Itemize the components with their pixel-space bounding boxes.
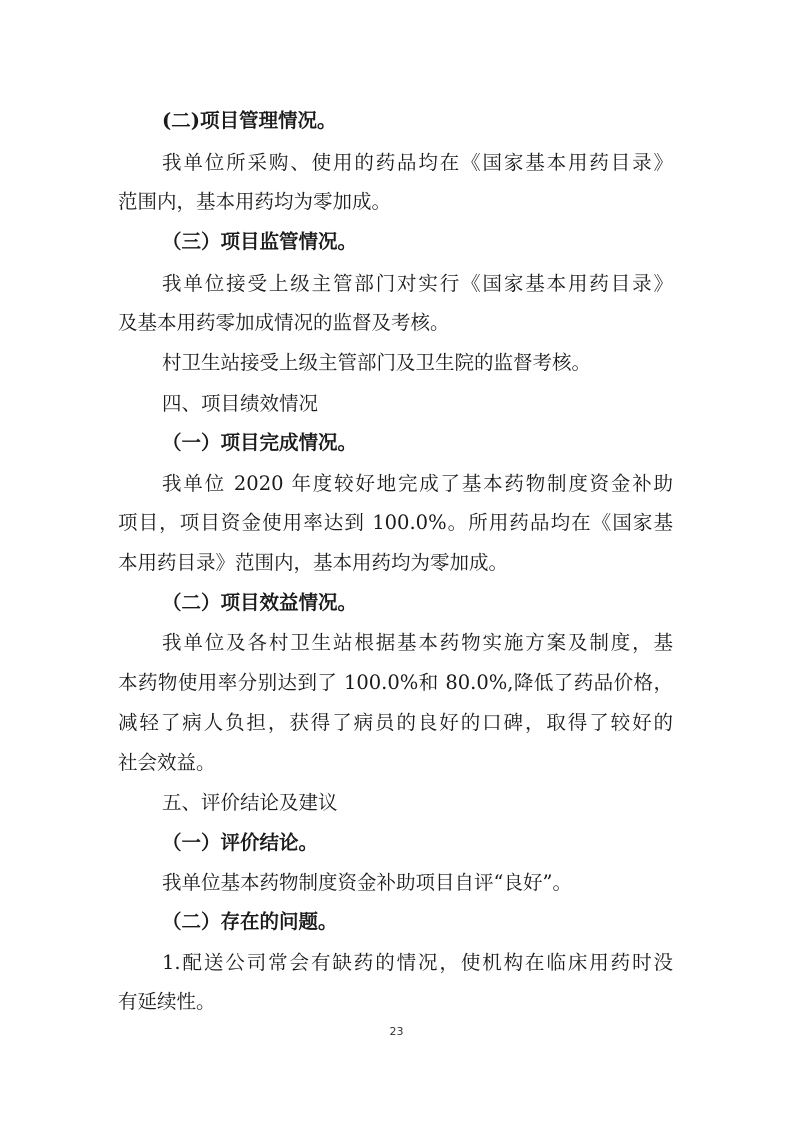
paragraph-line: 本用药目录》范围内，基本用药均为零加成。 [118,551,509,574]
section-heading-project-management: (二)项目管理情况。 [162,109,337,132]
paragraph-line: 范围内，基本用药均为零加成。 [118,190,392,213]
paragraph-line: 有延续性。 [118,990,216,1013]
paragraph-line: 我单位所采购、使用的药品均在《国家基本用药目录》 [162,151,673,174]
section-title-performance: 四、项目绩效情况 [162,392,319,415]
section-title-evaluation: 五、评价结论及建议 [162,791,338,814]
paragraph-line: 我单位接受上级主管部门对实行《国家基本用药目录》 [162,272,673,295]
paragraph-line: 我单位及各村卫生站根据基本药物实施方案及制度，基 [162,631,673,654]
section-heading-completion: （一）项目完成情况。 [162,431,358,454]
paragraph-line: 项目，项目资金使用率达到 100.0%。所用药品均在《国家基 [118,511,673,534]
paragraph-line: 1.配送公司常会有缺药的情况，使机构在临床用药时没 [162,951,673,974]
section-heading-benefit: （二）项目效益情况。 [162,591,358,614]
paragraph-line: 我单位基本药物制度资金补助项目自评“良好”。 [162,871,572,894]
paragraph-line: 本药物使用率分别达到了 100.0%和 80.0%,降低了药品价格， [118,671,673,694]
paragraph-line: 我单位 2020 年度较好地完成了基本药物制度资金补助 [162,472,673,495]
section-heading-evaluation-conclusion: （一）评价结论。 [162,831,319,854]
section-heading-project-supervision: （三）项目监管情况。 [162,230,358,253]
paragraph-line: 及基本用药零加成情况的监督及考核。 [118,311,450,334]
page-number: 23 [389,1025,404,1038]
paragraph-line: 社会效益。 [118,751,216,774]
paragraph-line: 村卫生站接受上级主管部门及卫生院的监督考核。 [162,351,592,374]
section-heading-existing-problems: （二）存在的问题。 [162,910,338,933]
paragraph-line: 减轻了病人负担，获得了病员的良好的口碑，取得了较好的 [118,711,673,734]
